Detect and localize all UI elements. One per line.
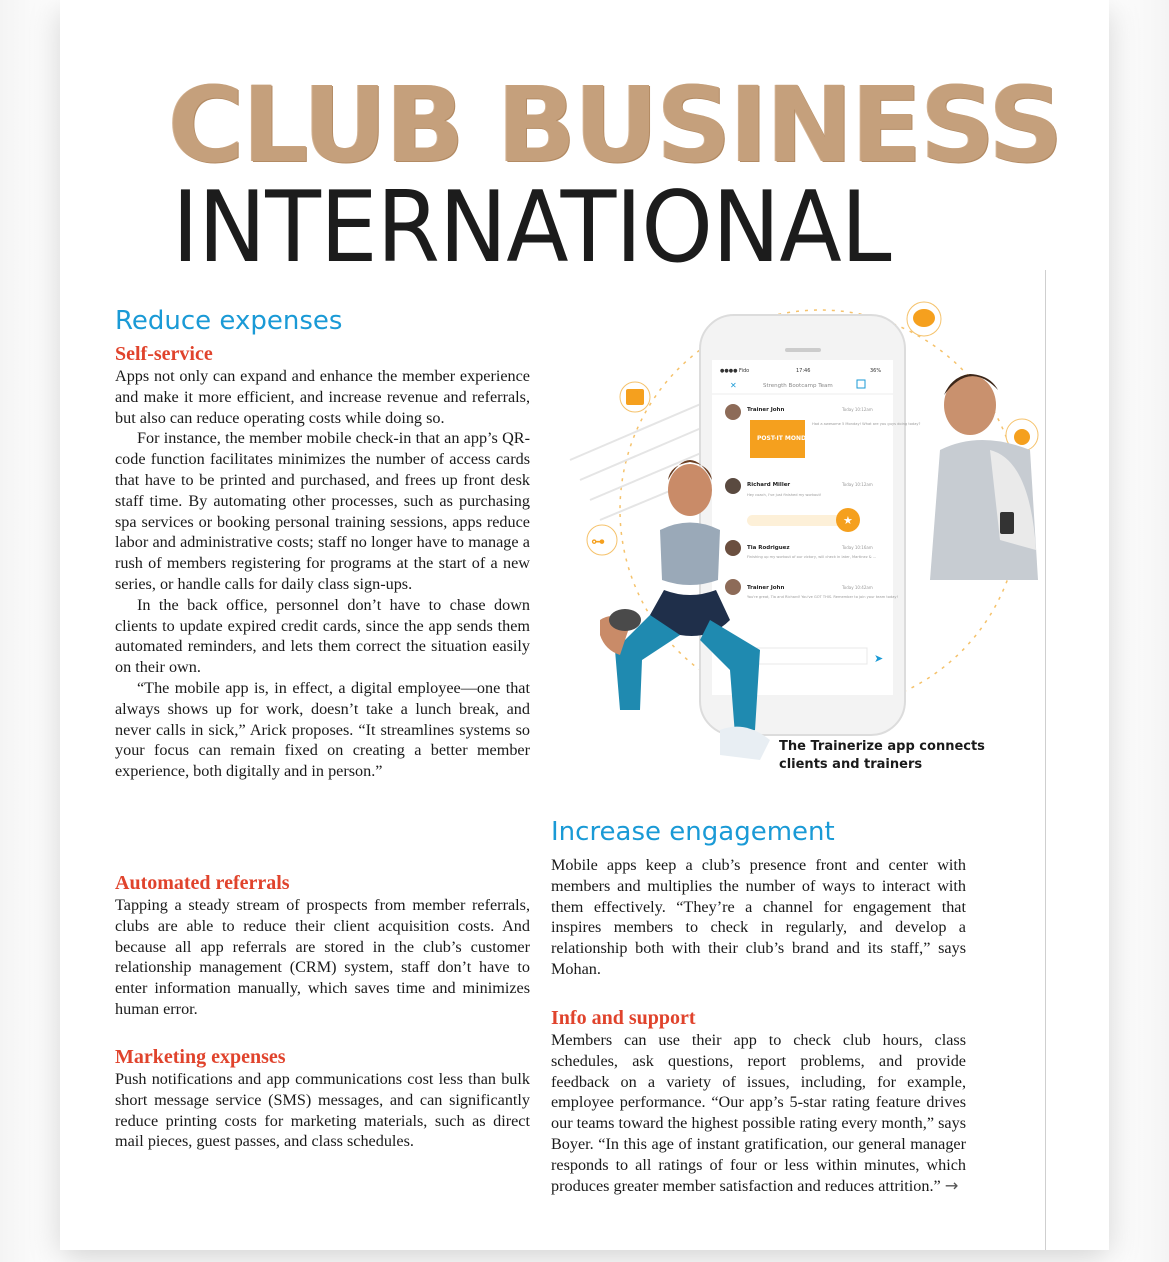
marketing-expenses-body xyxy=(115,1069,530,1152)
avatar xyxy=(725,478,741,494)
subheading-self-service: Self-service xyxy=(115,343,213,365)
message-text: Hey coach, I've just finished my workout! xyxy=(747,493,822,497)
dumbbell-icon: ⊶ xyxy=(591,534,605,550)
avatar xyxy=(725,579,741,595)
paragraph: Mobile apps keep a club’s presence front and center with members and multiplies the number of ways to interact with them effectively. “They’re a channel for engagement that inspires members to check in regularly, and develop a relationship both with their club’s brand and its staff,” says Mohan. xyxy=(551,856,966,978)
automated-referrals-body xyxy=(115,895,530,1020)
message-sender: Trainer John xyxy=(747,585,785,591)
message-text: You're great, Tia and Richard! You've GOT THIS. Remember to join your team today! xyxy=(747,595,898,599)
phone-in-hand xyxy=(1000,512,1014,534)
man-athlete xyxy=(930,374,1038,580)
paragraph: For instance, the member mobile check-in that an app’s QR-code function facilitates minimizes the number of access cards that have to be printed and purchased, and frees up front desk staff time. By automating other processes, such as purchasing spa services or booking personal training sessions, apps reduce labor and administrative costs; staff no longer have to manage a rush of members registering for programs at the start of a new series, or handle calls for daily class sign-ups. xyxy=(115,429,530,593)
paragraph: In the back office, personnel don’t have to chase down clients to update expired credit cards, since the app sends them automated reminders, and lets them correct the situation easily on their own. xyxy=(115,595,530,677)
post-it-card-label: POST-IT MONDAY xyxy=(757,435,815,442)
message-time: Today 10:12am xyxy=(842,482,873,487)
message-sender: Tia Rodriguez xyxy=(747,545,790,551)
message-text: Had a awesome 5 Monday! What are you guys doing today? xyxy=(812,422,921,426)
status-battery: 36% xyxy=(870,368,882,374)
paragraph: “The mobile app is, in effect, a digital employee—one that always shows up for work, doesn’t take a lunch break, and never calls in sick,” Arick proposes. “It streamlines systems so your focus can remain fixed on creating a better member experience, both digitally and in person.” xyxy=(115,678,530,781)
status-time: 17:46 xyxy=(796,368,811,374)
message-time: Today 10:42am xyxy=(842,585,873,590)
self-service-body xyxy=(115,366,530,782)
avatar xyxy=(725,404,741,420)
chat-icon xyxy=(913,309,935,327)
info-and-support-body xyxy=(551,1030,966,1196)
message-sender: Trainer John xyxy=(747,407,785,413)
paragraph xyxy=(551,1030,966,1196)
avatar xyxy=(725,540,741,556)
star-icon: ★ xyxy=(843,514,853,527)
message-text: Finishing up my workout of our victory, will check in later, Martinez & ... xyxy=(747,555,877,559)
subheading-info-and-support: Info and support xyxy=(551,1007,696,1029)
message-sender: Richard Miller xyxy=(747,482,791,488)
illustration-caption: The Trainerize app connects clients and trainers xyxy=(779,739,985,772)
message-time: Today 10:16am xyxy=(842,545,873,550)
phone-speaker xyxy=(785,348,821,352)
close-icon[interactable]: ✕ xyxy=(730,381,737,390)
paragraph: Push notifications and app communications cost less than bulk short message service (SMS) messages, and can significantly reduce printing costs for marketing materials, such as direct mail pieces, guest passes, and class schedules. xyxy=(115,1070,530,1151)
masthead-international: INTERNATIONAL xyxy=(172,171,891,285)
increase-engagement-body xyxy=(551,855,966,980)
apple-icon xyxy=(1014,429,1030,445)
section-title-increase-engagement: Increase engagement xyxy=(551,817,835,847)
subheading-marketing-expenses: Marketing expenses xyxy=(115,1046,286,1068)
paragraph: Tapping a steady stream of prospects from member referrals, clubs are able to reduce their client acquisition costs. And because all app referrals are stored in the club’s customer relationship management (CRM) system, staff don’t have to enter information manually, which saves time and minimizes human error. xyxy=(115,896,530,1018)
paragraph-text: Members can use their app to check club hours, class schedules, ask questions, report problems, and provide feedback on a variety of issues, including, for example, employee performance. “Our app’s 5-star rating feature drives our teams toward the highest possible rating every month,” says Boyer. “In this age of instant gratification, our general manager responds to all ratings of four or less within minutes, which produces greater member satisfaction and reduces attrition.” xyxy=(551,1031,966,1195)
chat-header-title: Strength Bootcamp Team xyxy=(763,383,833,389)
paragraph: Apps not only can expand and enhance the member experience and make it more efficient, and increase revenue and referrals, but also can reduce operating costs while doing so. xyxy=(115,367,530,427)
status-carrier: ●●●● Fido xyxy=(720,368,750,374)
page-edge-rule xyxy=(1045,270,1046,1250)
message-time: Today 10:12am xyxy=(842,407,873,412)
subheading-automated-referrals: Automated referrals xyxy=(115,872,290,894)
trainerize-app-illustration xyxy=(560,290,1040,780)
continue-arrow-icon: → xyxy=(944,1175,959,1195)
calendar-icon xyxy=(626,389,644,405)
masthead-club-business: CLUB BUSINESS xyxy=(168,64,1062,186)
send-icon[interactable]: ➤ xyxy=(874,652,884,665)
section-title-reduce-expenses: Reduce expenses xyxy=(115,306,343,336)
